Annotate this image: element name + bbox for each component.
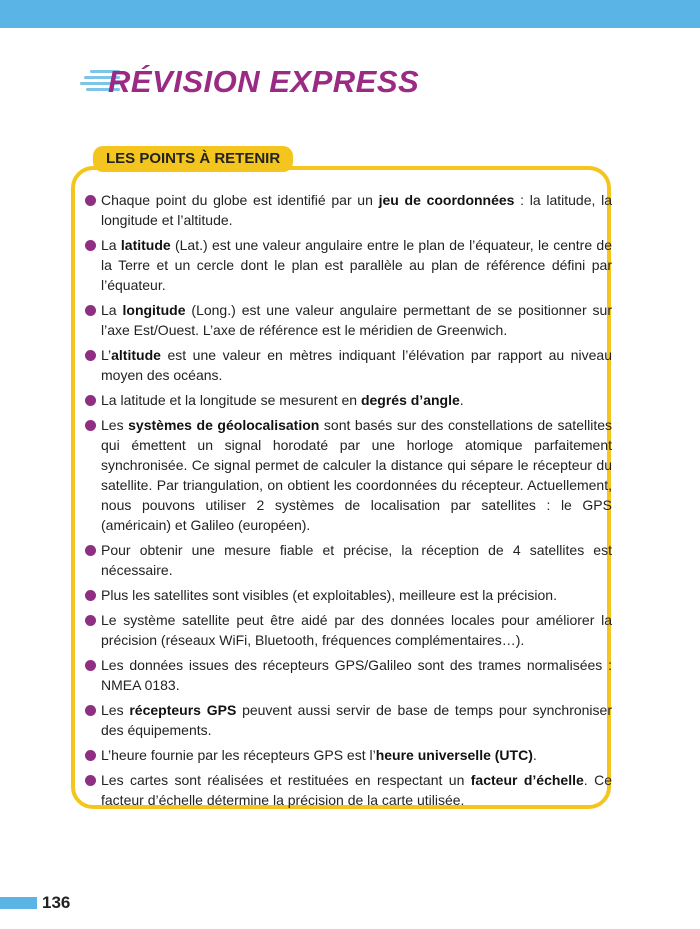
text-run: Les cartes sont réalisées et restituées en respectant un xyxy=(101,772,471,788)
key-point-item xyxy=(84,700,612,740)
text-run: . xyxy=(532,747,537,763)
key-term: heure universelle (UTC) xyxy=(375,747,533,763)
bullet-dot-icon xyxy=(85,305,96,316)
bullet-dot-icon xyxy=(85,705,96,716)
bullet-dot-icon xyxy=(85,240,96,251)
text-run: Les xyxy=(101,417,129,433)
page-number: 136 xyxy=(42,893,71,912)
key-point-item xyxy=(84,190,612,230)
key-point-item xyxy=(84,745,612,765)
key-point-text xyxy=(101,390,612,410)
key-point-text xyxy=(101,235,612,295)
footer-color-bar xyxy=(0,897,37,909)
key-point-text xyxy=(101,700,612,740)
text-run: L’heure fournie par les récepteurs GPS est l’ xyxy=(101,747,376,763)
text-run: Les xyxy=(101,702,130,718)
key-term: latitude xyxy=(120,237,171,253)
key-point-text xyxy=(101,610,612,650)
bullet-dot-icon xyxy=(85,590,96,601)
bullet-dot-icon xyxy=(85,195,96,206)
key-point-text xyxy=(101,415,612,535)
key-term: altitude xyxy=(111,347,161,363)
text-run: est une valeur en mètres indiquant l’élévation par rapport au niveau moyen des océans. xyxy=(101,347,612,383)
key-point-text xyxy=(101,745,612,765)
key-points-list xyxy=(84,190,612,815)
text-run: Les données issues des récepteurs GPS/Galileo sont des trames normalisées : NMEA 0183. xyxy=(101,657,612,693)
bullet-dot-icon xyxy=(85,420,96,431)
text-run: Plus les satellites sont visibles (et exploitables), meilleure est la précision. xyxy=(101,587,557,603)
text-run: : la latitude, la longitude et l’altitude. xyxy=(101,192,612,228)
text-run: Chaque point du globe est identifié par un xyxy=(101,192,379,208)
key-point-item xyxy=(84,585,612,605)
key-point-text xyxy=(101,585,612,605)
top-color-band xyxy=(0,0,700,28)
key-point-item xyxy=(84,235,612,295)
key-points-label: LES POINTS À RETENIR xyxy=(93,146,293,172)
text-run: Le système satellite peut être aidé par des données locales pour améliorer la précision (réseaux WiFi, Bluetooth, fréquences complémentaires…). xyxy=(101,612,612,648)
text-run: . xyxy=(459,392,464,408)
bullet-dot-icon xyxy=(85,660,96,671)
key-point-item xyxy=(84,655,612,695)
key-point-item xyxy=(84,345,612,385)
page-title: RÉVISION EXPRESS xyxy=(108,64,420,99)
key-point-text xyxy=(101,770,612,810)
key-term: longitude xyxy=(122,302,186,318)
key-point-text xyxy=(101,655,612,695)
text-run: Pour obtenir une mesure fiable et précise, la réception de 4 satellites est nécessaire. xyxy=(101,542,612,578)
text-run: sont basés sur des constellations de satellites qui émettent un signal horodaté par une horloge atomique parfaitement synchronisée. Ce signal permet de calculer la distance qui sépare le récepteur du satellite. Par triangulation, on obtient les coordonnées du récepteur. Actuellement, nous pouvons utiliser 2 systèmes de localisation par satellites : le GPS (américain) et Galileo (européen). xyxy=(101,417,612,533)
key-term: jeu de coordonnées xyxy=(378,192,515,208)
key-point-item xyxy=(84,300,612,340)
text-run: La xyxy=(101,302,123,318)
text-run: L’ xyxy=(101,347,112,363)
key-point-item xyxy=(84,770,612,810)
text-run: La xyxy=(101,237,121,253)
key-point-item xyxy=(84,415,612,535)
bullet-dot-icon xyxy=(85,750,96,761)
key-term: systèmes de géolocalisation xyxy=(128,417,320,433)
text-run: peuvent aussi servir de base de temps pour synchroniser des équipements. xyxy=(101,702,612,738)
text-run: (Long.) est une valeur angulaire permettant de se positionner sur l’axe Est/Ouest. L’axe de référence est le méridien de Greenwich. xyxy=(101,302,612,338)
key-point-text xyxy=(101,345,612,385)
key-point-item xyxy=(84,390,612,410)
key-term: facteur d’échelle xyxy=(470,772,584,788)
bullet-dot-icon xyxy=(85,350,96,361)
key-point-text xyxy=(101,190,612,230)
key-term: degrés d’angle xyxy=(360,392,460,408)
text-run: . Ce facteur d’échelle détermine la précision de la carte utilisée. xyxy=(101,772,612,808)
text-run: (Lat.) est une valeur angulaire entre le plan de l’équateur, le centre de la Terre et un cercle dont le plan est parallèle au plan de référence défini par l’équateur. xyxy=(101,237,612,293)
key-term: récepteurs GPS xyxy=(129,702,237,718)
bullet-dot-icon xyxy=(85,395,96,406)
bullet-dot-icon xyxy=(85,775,96,786)
key-point-text xyxy=(101,300,612,340)
key-point-item xyxy=(84,610,612,650)
bullet-dot-icon xyxy=(85,615,96,626)
key-point-text xyxy=(101,540,612,580)
text-run: La latitude et la longitude se mesurent en xyxy=(101,392,361,408)
bullet-dot-icon xyxy=(85,545,96,556)
key-point-item xyxy=(84,540,612,580)
